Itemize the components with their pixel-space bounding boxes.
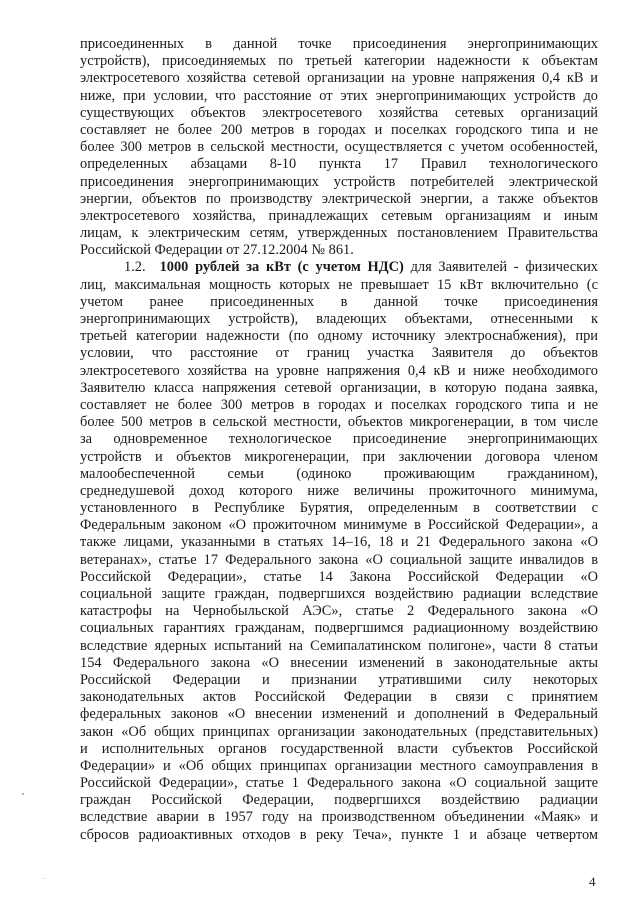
text-line: вследствие аварии в 1957 году на производственном объединении «Маяк» и — [80, 809, 598, 826]
text-line: лицам, к электрическим сетям, утвержденных постановлением Правительства — [80, 225, 598, 242]
text-line: ниже, при условии, что расстояние от этих энергопринимающих устройств до — [80, 87, 598, 104]
paragraph-1-2-first-line — [80, 259, 598, 276]
text-line: сбросов радиоактивных отходов в реку Теча», пункте 1 и абзаце четвертом — [80, 826, 598, 843]
text-line: Российской Федерации от 27.12.2004 № 861. — [80, 242, 354, 259]
text-line: закон «Об общих принципах организации законодательных (представительных) — [80, 723, 598, 740]
tariff-rate: 1000 рублей за кВт (с учетом НДС) — [159, 259, 404, 276]
paragraph-1 — [80, 36, 598, 259]
text-line: также лицами, указанными в статьях 14–16, 18 и 21 Федерального закона «О — [80, 534, 598, 551]
scan-speck — [22, 793, 24, 795]
text-line: электросетевого хозяйства сетевой организации на уровне напряжения 0,4 кВ и — [80, 70, 598, 87]
text-line: 154 Федерального закона «О внесении изменений в законодательные акты — [80, 654, 598, 671]
text-line: и исполнительных органов государственной власти субъектов Российской — [80, 740, 598, 757]
text-line: энергопринимающих устройств), владеющих объектами, отнесенными к — [80, 311, 598, 327]
text-line: устройств), присоединяемых по третьей категории надежности к объектам — [80, 53, 598, 70]
text-line: более 500 метров в сельской местности, объектов микрогенерации, в том числе — [80, 414, 598, 431]
paragraph-1-2-body — [80, 277, 598, 844]
first-line-rest: для Заявителей - физических — [403, 259, 598, 276]
text-line: установленного в Республике Бурятия, определенным в соответствии с — [80, 500, 598, 517]
paragraph-1-2 — [80, 259, 598, 843]
text-line: присоединения энергопринимающих устройств потребителей электрической — [80, 173, 598, 190]
text-line: существующих объектов электросетевого хозяйства сетевых организаций — [80, 104, 598, 121]
text-line: законодательных актов Российской Федерации в связи с принятием — [80, 689, 598, 706]
text-line: Российской Федерации и признании утратившими силу некоторых — [80, 671, 598, 688]
clause-number: 1.2. — [124, 259, 146, 276]
text-line: присоединенных в данной точке присоединения энергопринимающих — [80, 36, 598, 52]
text-line: граждан Российской Федерации, подвергшихся воздействию радиации — [80, 792, 598, 809]
text-line: катастрофы на Чернобыльской АЭС», статье 2 Федерального закона «О — [80, 603, 598, 620]
text-line: учетом ранее присоединенных в данной точке присоединения — [80, 293, 598, 310]
text-line: Федерации» и «Об общих принципах организации местного самоуправления в — [80, 757, 598, 774]
scan-speck — [44, 878, 45, 879]
text-line: электросетевого хозяйства на уровне напряжения 0,4 кВ и ниже необходимого — [80, 362, 598, 379]
text-line: энергии, объектов по производству электрической энергии, а также объектов — [80, 190, 598, 207]
text-line: Российской Федерации», статье 14 Закона Российской Федерации «О — [80, 568, 598, 585]
text-line: лиц, максимальная мощность которых не превышает 15 кВт включительно (с — [80, 276, 598, 293]
text-line: более 300 метров в сельской местности, осуществляется с учетом особенностей, — [80, 139, 598, 156]
text-line: условии, что расстояние от границ участка Заявителя до объектов — [80, 345, 598, 362]
text-line: электросетевого хозяйства, принадлежащих сетевым организациям и иным — [80, 207, 598, 224]
text-line: ветеранах», статье 17 Федерального закона «О социальной защите инвалидов в — [80, 551, 598, 568]
text-line: за одновременное технологическое присоединение энергопринимающих — [80, 431, 598, 448]
text-line: устройств и объектов микрогенерации, при заключении договора членом — [80, 448, 598, 465]
text-line: третьей категории надежности (по одному источнику электроснабжения), при — [80, 328, 598, 345]
text-line: социальных гарантиях гражданам, подвергшимся радиационному воздействию — [80, 620, 598, 637]
text-line: среднедушевой доход которого ниже величины прожиточного минимума, — [80, 482, 598, 499]
text-line: социальной защите граждан, подвергшихся воздействию радиации вследствие — [80, 586, 598, 602]
text-line: составляет не более 200 метров в городах и поселках городского типа и не — [80, 121, 598, 138]
text-line: составляет не более 300 метров в городах и поселках городского типа и не — [80, 396, 598, 413]
text-line: вследствие ядерных испытаний на Семипалатинском полигоне», части 8 статьи — [80, 637, 598, 654]
text-line: малообеспеченной семьи (одиноко проживающим гражданином), — [80, 465, 598, 482]
text-line: определенных абзацами 8-10 пункта 17 Правил технологического — [80, 156, 598, 173]
text-line: Заявителю класса напряжения сетевой организации, в которую подана заявка, — [80, 379, 598, 396]
document-body — [80, 36, 598, 844]
text-line: Федеральным законом «О прожиточном минимуме в Российской Федерации», а — [80, 517, 598, 534]
text-line: Российской Федерации», статье 1 Федерального закона «О социальной защите — [80, 775, 598, 792]
page-number: 4 — [589, 874, 596, 889]
text-line: федеральных законов «О внесении изменений и дополнений в Федеральный — [80, 706, 598, 723]
